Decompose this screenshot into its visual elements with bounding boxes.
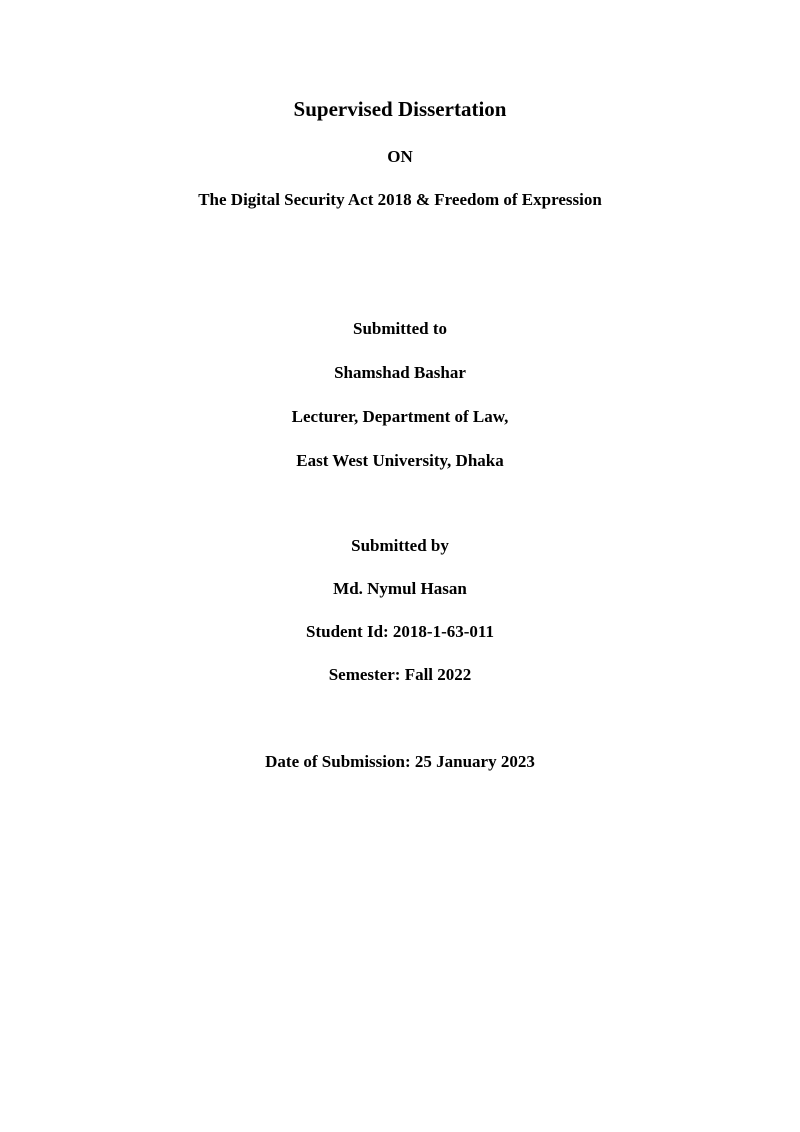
submission-date: Date of Submission: 25 January 2023 xyxy=(265,752,535,771)
submitted-to-heading: Submitted to xyxy=(353,319,447,338)
submitted-by-heading: Submitted by xyxy=(351,536,449,555)
on-label: ON xyxy=(387,147,413,166)
supervisor-institution: East West University, Dhaka xyxy=(296,451,504,470)
student-semester: Semester: Fall 2022 xyxy=(328,665,472,684)
student-name: Md. Nymul Hasan xyxy=(333,579,467,598)
dissertation-topic: The Digital Security Act 2018 & Freedom of Expression xyxy=(198,190,602,209)
supervisor-name: Shamshad Bashar xyxy=(334,363,466,382)
document-title: Supervised Dissertation xyxy=(293,97,507,121)
student-id: Student Id: 2018-1-63-011 xyxy=(306,622,494,641)
supervisor-designation: Lecturer, Department of Law, xyxy=(291,407,509,426)
